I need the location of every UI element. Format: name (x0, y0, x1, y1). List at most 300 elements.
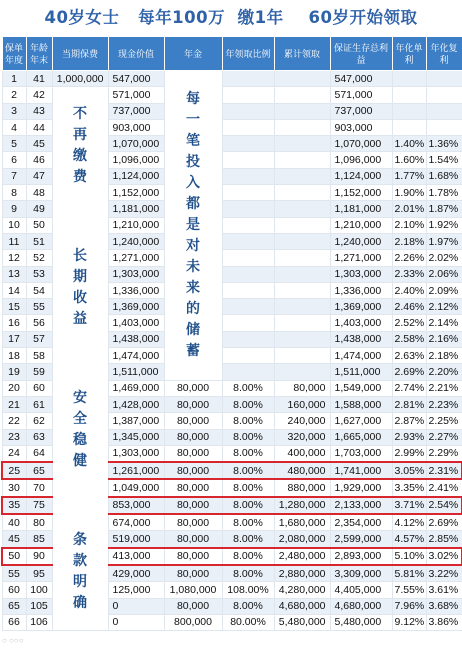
annuity-cell: 1,080,000 (164, 582, 222, 598)
cumulative-payout-cell (274, 233, 330, 249)
simple-rate-cell: 2.10% (392, 217, 426, 233)
compound-rate-cell (426, 87, 462, 103)
payout-ratio-cell (222, 71, 274, 87)
compound-rate-cell: 1.97% (426, 233, 462, 249)
simple-rate-cell: 4.57% (392, 531, 426, 548)
simple-rate-cell: 2.40% (392, 282, 426, 298)
annuity-cell: 80,000 (164, 598, 222, 614)
simple-rate-cell: 2.74% (392, 380, 426, 396)
guaranteed-total-cell: 1,627,000 (330, 413, 392, 429)
premium-cell: 1,000,000 (52, 71, 108, 87)
cumulative-payout-cell: 5,480,000 (274, 614, 330, 630)
cash-value-cell: 674,000 (108, 514, 164, 531)
simple-rate-cell: 2.18% (392, 233, 426, 249)
policy-year-cell: 21 (2, 396, 26, 412)
payout-ratio-cell: 8.00% (222, 497, 274, 514)
guaranteed-total-cell: 2,133,000 (330, 497, 392, 514)
compound-rate-cell: 2.12% (426, 299, 462, 315)
simple-rate-cell: 5.81% (392, 565, 426, 582)
cash-value-cell: 1,511,000 (108, 364, 164, 380)
annuity-cell: 80,000 (164, 565, 222, 582)
simple-rate-cell: 2.46% (392, 299, 426, 315)
guaranteed-total-cell: 1,511,000 (330, 364, 392, 380)
compound-rate-cell (426, 119, 462, 135)
payout-ratio-cell: 8.00% (222, 565, 274, 582)
simple-rate-cell: 7.96% (392, 598, 426, 614)
age-cell: 95 (26, 565, 52, 582)
guaranteed-total-cell: 1,665,000 (330, 429, 392, 445)
payout-ratio-cell (222, 299, 274, 315)
simple-rate-cell: 9.12% (392, 614, 426, 630)
guaranteed-total-cell: 1,403,000 (330, 315, 392, 331)
guaranteed-total-cell: 1,474,000 (330, 348, 392, 364)
cash-value-cell: 1,096,000 (108, 152, 164, 168)
cumulative-payout-cell: 320,000 (274, 429, 330, 445)
payout-ratio-cell: 8.00% (222, 445, 274, 462)
simple-rate-cell (392, 103, 426, 119)
payout-ratio-cell: 8.00% (222, 531, 274, 548)
cash-value-cell: 903,000 (108, 119, 164, 135)
header-compound-rate: 年化复利 (426, 37, 462, 71)
simple-rate-cell: 2.69% (392, 364, 426, 380)
annuity-cell: 800,000 (164, 614, 222, 630)
guaranteed-total-cell: 903,000 (330, 119, 392, 135)
header-annuity: 年金 (164, 37, 222, 71)
cash-value-cell: 1,303,000 (108, 266, 164, 282)
simple-rate-cell: 2.58% (392, 331, 426, 347)
cash-value-cell: 1,387,000 (108, 413, 164, 429)
annotation-every-premium-is-savings-text: 每一笔投入都是对未来的储蓄 (186, 90, 200, 359)
age-cell: 58 (26, 348, 52, 364)
age-cell: 47 (26, 168, 52, 184)
payout-ratio-cell (222, 201, 274, 217)
simple-rate-cell (392, 87, 426, 103)
compound-rate-cell: 2.18% (426, 348, 462, 364)
cash-value-cell: 0 (108, 598, 164, 614)
cash-value-cell: 125,000 (108, 582, 164, 598)
payout-ratio-cell (222, 250, 274, 266)
payout-ratio-cell (222, 168, 274, 184)
payout-ratio-cell (222, 87, 274, 103)
simple-rate-cell (392, 119, 426, 135)
cumulative-payout-cell (274, 217, 330, 233)
policy-year-cell: 35 (2, 497, 26, 514)
payout-ratio-cell: 8.00% (222, 413, 274, 429)
cash-value-cell: 519,000 (108, 531, 164, 548)
cash-value-cell: 429,000 (108, 565, 164, 582)
table-row (2, 71, 462, 87)
annuity-cell: 80,000 (164, 548, 222, 565)
simple-rate-cell: 4.12% (392, 514, 426, 531)
guaranteed-total-cell: 1,549,000 (330, 380, 392, 396)
payout-ratio-cell: 8.00% (222, 462, 274, 479)
compound-rate-cell: 1.54% (426, 152, 462, 168)
cash-value-cell: 853,000 (108, 497, 164, 514)
cumulative-payout-cell: 160,000 (274, 396, 330, 412)
compound-rate-cell: 2.09% (426, 282, 462, 298)
cash-value-cell: 1,261,000 (108, 462, 164, 479)
compound-rate-cell: 3.61% (426, 582, 462, 598)
policy-year-cell: 40 (2, 514, 26, 531)
compound-rate-cell: 2.23% (426, 396, 462, 412)
policy-year-cell: 30 (2, 479, 26, 496)
annuity-cell: 80,000 (164, 396, 222, 412)
header-row (2, 37, 462, 71)
age-cell: 41 (26, 71, 52, 87)
policy-year-cell: 13 (2, 266, 26, 282)
payout-ratio-cell: 8.00% (222, 514, 274, 531)
payout-ratio-cell: 8.00% (222, 396, 274, 412)
payout-ratio-cell (222, 152, 274, 168)
guaranteed-total-cell: 1,124,000 (330, 168, 392, 184)
age-cell: 42 (26, 87, 52, 103)
guaranteed-total-cell: 1,369,000 (330, 299, 392, 315)
cumulative-payout-cell: 880,000 (274, 479, 330, 496)
compound-rate-cell: 1.87% (426, 201, 462, 217)
policy-year-cell: 22 (2, 413, 26, 429)
policy-year-cell: 19 (2, 364, 26, 380)
cumulative-payout-cell (274, 250, 330, 266)
policy-year-cell: 60 (2, 582, 26, 598)
age-cell: 60 (26, 380, 52, 396)
annotation-no-further-premium (52, 87, 108, 631)
policy-year-cell: 66 (2, 614, 26, 630)
payout-ratio-cell (222, 185, 274, 201)
compound-rate-cell: 2.69% (426, 514, 462, 531)
compound-rate-cell: 2.25% (426, 413, 462, 429)
age-cell: 85 (26, 531, 52, 548)
payout-ratio-cell (222, 136, 274, 152)
cumulative-payout-cell (274, 87, 330, 103)
guaranteed-total-cell: 2,599,000 (330, 531, 392, 548)
guaranteed-total-cell: 1,703,000 (330, 445, 392, 462)
annotation-every-premium-is-savings (164, 71, 222, 381)
compound-rate-cell: 2.14% (426, 315, 462, 331)
payout-ratio-cell (222, 119, 274, 135)
cash-value-cell: 1,240,000 (108, 233, 164, 249)
age-cell: 44 (26, 119, 52, 135)
cumulative-payout-cell: 2,880,000 (274, 565, 330, 582)
policy-year-cell: 3 (2, 103, 26, 119)
policy-year-cell: 45 (2, 531, 26, 548)
age-cell: 90 (26, 548, 52, 565)
cumulative-payout-cell: 4,680,000 (274, 598, 330, 614)
payout-ratio-cell (222, 348, 274, 364)
simple-rate-cell: 1.90% (392, 185, 426, 201)
annuity-cell: 80,000 (164, 497, 222, 514)
guaranteed-total-cell: 1,240,000 (330, 233, 392, 249)
policy-year-cell: 7 (2, 168, 26, 184)
guaranteed-total-cell: 1,096,000 (330, 152, 392, 168)
age-cell: 100 (26, 582, 52, 598)
cumulative-payout-cell (274, 136, 330, 152)
policy-year-cell: 18 (2, 348, 26, 364)
age-cell: 43 (26, 103, 52, 119)
header-premium: 当期保费 (52, 37, 108, 71)
simple-rate-cell: 2.93% (392, 429, 426, 445)
age-cell: 70 (26, 479, 52, 496)
cash-value-cell: 1,181,000 (108, 201, 164, 217)
annuity-cell: 80,000 (164, 531, 222, 548)
age-cell: 61 (26, 396, 52, 412)
age-cell: 59 (26, 364, 52, 380)
payout-ratio-cell: 8.00% (222, 429, 274, 445)
guaranteed-total-cell: 571,000 (330, 87, 392, 103)
simple-rate-cell: 2.81% (392, 396, 426, 412)
age-cell: 56 (26, 315, 52, 331)
age-cell: 48 (26, 185, 52, 201)
cash-value-cell: 0 (108, 614, 164, 630)
simple-rate-cell: 7.55% (392, 582, 426, 598)
policy-year-cell: 15 (2, 299, 26, 315)
guaranteed-total-cell: 1,210,000 (330, 217, 392, 233)
compound-rate-cell: 2.27% (426, 429, 462, 445)
header-guaranteed-total: 保证生存总利益 (330, 37, 392, 71)
compound-rate-cell: 2.29% (426, 445, 462, 462)
payout-ratio-cell (222, 331, 274, 347)
guaranteed-total-cell: 2,893,000 (330, 548, 392, 565)
page-title: 40岁女士 每年100万 缴1年 60岁开始领取 (44, 8, 418, 27)
age-cell: 50 (26, 217, 52, 233)
guaranteed-total-cell: 1,929,000 (330, 479, 392, 496)
cash-value-cell: 1,428,000 (108, 396, 164, 412)
cash-value-cell: 1,210,000 (108, 217, 164, 233)
compound-rate-cell: 2.54% (426, 497, 462, 514)
compound-rate-cell: 2.02% (426, 250, 462, 266)
header-cumulative-payout: 累计领取 (274, 37, 330, 71)
policy-year-cell: 6 (2, 152, 26, 168)
simple-rate-cell: 1.77% (392, 168, 426, 184)
policy-year-cell: 17 (2, 331, 26, 347)
compound-rate-cell: 1.36% (426, 136, 462, 152)
age-cell: 65 (26, 462, 52, 479)
simple-rate-cell: 2.33% (392, 266, 426, 282)
cash-value-cell: 737,000 (108, 103, 164, 119)
payout-ratio-cell (222, 266, 274, 282)
guaranteed-total-cell: 1,438,000 (330, 331, 392, 347)
cumulative-payout-cell (274, 282, 330, 298)
cumulative-payout-cell (274, 315, 330, 331)
policy-year-cell: 2 (2, 87, 26, 103)
policy-year-cell: 25 (2, 462, 26, 479)
payout-ratio-cell (222, 364, 274, 380)
cash-value-cell: 1,336,000 (108, 282, 164, 298)
age-cell: 80 (26, 514, 52, 531)
compound-rate-cell: 3.68% (426, 598, 462, 614)
guaranteed-total-cell: 1,588,000 (330, 396, 392, 412)
compound-rate-cell: 2.06% (426, 266, 462, 282)
payout-ratio-cell (222, 315, 274, 331)
policy-year-cell: 1 (2, 71, 26, 87)
cumulative-payout-cell (274, 119, 330, 135)
compound-rate-cell: 2.21% (426, 380, 462, 396)
cumulative-payout-cell: 2,080,000 (274, 531, 330, 548)
guaranteed-total-cell: 547,000 (330, 71, 392, 87)
cash-value-cell: 1,303,000 (108, 445, 164, 462)
compound-rate-cell: 1.78% (426, 185, 462, 201)
table-row (2, 87, 462, 103)
guaranteed-total-cell: 4,405,000 (330, 582, 392, 598)
compound-rate-cell: 3.22% (426, 565, 462, 582)
cash-value-cell: 1,152,000 (108, 185, 164, 201)
policy-year-cell: 65 (2, 598, 26, 614)
guaranteed-total-cell: 1,336,000 (330, 282, 392, 298)
cumulative-payout-cell (274, 185, 330, 201)
policy-year-cell: 4 (2, 119, 26, 135)
simple-rate-cell: 2.63% (392, 348, 426, 364)
age-cell: 75 (26, 497, 52, 514)
compound-rate-cell: 2.20% (426, 364, 462, 380)
simple-rate-cell: 2.01% (392, 201, 426, 217)
cumulative-payout-cell (274, 364, 330, 380)
simple-rate-cell: 2.87% (392, 413, 426, 429)
guaranteed-total-cell: 3,309,000 (330, 565, 392, 582)
cumulative-payout-cell (274, 299, 330, 315)
policy-year-cell: 23 (2, 429, 26, 445)
compound-rate-cell: 3.86% (426, 614, 462, 630)
cumulative-payout-cell: 2,480,000 (274, 548, 330, 565)
age-cell: 54 (26, 282, 52, 298)
age-cell: 57 (26, 331, 52, 347)
policy-year-cell: 5 (2, 136, 26, 152)
simple-rate-cell: 3.05% (392, 462, 426, 479)
payout-ratio-cell (222, 233, 274, 249)
simple-rate-cell: 1.60% (392, 152, 426, 168)
cash-value-cell: 571,000 (108, 87, 164, 103)
compound-rate-cell: 3.02% (426, 548, 462, 565)
age-cell: 51 (26, 233, 52, 249)
illustration-table (1, 36, 462, 631)
policy-year-cell: 8 (2, 185, 26, 201)
guaranteed-total-cell: 1,303,000 (330, 266, 392, 282)
guaranteed-total-cell: 2,354,000 (330, 514, 392, 531)
cash-value-cell: 1,403,000 (108, 315, 164, 331)
policy-year-cell: 9 (2, 201, 26, 217)
simple-rate-cell: 2.26% (392, 250, 426, 266)
cash-value-cell: 1,438,000 (108, 331, 164, 347)
simple-rate-cell: 2.52% (392, 315, 426, 331)
payout-ratio-cell: 108.00% (222, 582, 274, 598)
cash-value-cell: 1,369,000 (108, 299, 164, 315)
guaranteed-total-cell: 1,271,000 (330, 250, 392, 266)
age-cell: 49 (26, 201, 52, 217)
payout-ratio-cell: 8.00% (222, 479, 274, 496)
compound-rate-cell: 1.68% (426, 168, 462, 184)
compound-rate-cell: 2.31% (426, 462, 462, 479)
age-cell: 62 (26, 413, 52, 429)
compound-rate-cell (426, 71, 462, 87)
policy-year-cell: 24 (2, 445, 26, 462)
cumulative-payout-cell: 480,000 (274, 462, 330, 479)
policy-year-cell: 11 (2, 233, 26, 249)
policy-year-cell: 20 (2, 380, 26, 396)
cumulative-payout-cell (274, 103, 330, 119)
simple-rate-cell (392, 71, 426, 87)
cash-value-cell: 1,469,000 (108, 380, 164, 396)
cumulative-payout-cell: 240,000 (274, 413, 330, 429)
cash-value-cell: 1,049,000 (108, 479, 164, 496)
cash-value-cell: 547,000 (108, 71, 164, 87)
policy-year-cell: 16 (2, 315, 26, 331)
cumulative-payout-cell (274, 266, 330, 282)
cash-value-cell: 1,271,000 (108, 250, 164, 266)
payout-ratio-cell: 80.00% (222, 614, 274, 630)
guaranteed-total-cell: 737,000 (330, 103, 392, 119)
simple-rate-cell: 3.35% (392, 479, 426, 496)
policy-year-cell: 50 (2, 548, 26, 565)
compound-rate-cell (426, 103, 462, 119)
cash-value-cell: 1,124,000 (108, 168, 164, 184)
annuity-cell: 80,000 (164, 429, 222, 445)
header-policy-year: 保单年度 (2, 37, 26, 71)
annuity-cell: 80,000 (164, 380, 222, 396)
payout-ratio-cell (222, 217, 274, 233)
watermark: ○ ○○○ (2, 636, 24, 645)
age-cell: 53 (26, 266, 52, 282)
annuity-cell: 80,000 (164, 479, 222, 496)
guaranteed-total-cell: 1,070,000 (330, 136, 392, 152)
payout-ratio-cell: 8.00% (222, 380, 274, 396)
age-cell: 45 (26, 136, 52, 152)
cumulative-payout-cell: 4,280,000 (274, 582, 330, 598)
cumulative-payout-cell (274, 331, 330, 347)
cumulative-payout-cell (274, 152, 330, 168)
guaranteed-total-cell: 1,152,000 (330, 185, 392, 201)
age-cell: 64 (26, 445, 52, 462)
policy-year-cell: 55 (2, 565, 26, 582)
age-cell: 63 (26, 429, 52, 445)
cash-value-cell: 413,000 (108, 548, 164, 565)
header-cash-value: 现金价值 (108, 37, 164, 71)
annuity-cell: 80,000 (164, 514, 222, 531)
payout-ratio-cell: 8.00% (222, 598, 274, 614)
compound-rate-cell: 2.16% (426, 331, 462, 347)
simple-rate-cell: 5.10% (392, 548, 426, 565)
guaranteed-total-cell: 4,680,000 (330, 598, 392, 614)
cash-value-cell: 1,345,000 (108, 429, 164, 445)
cumulative-payout-cell (274, 201, 330, 217)
age-cell: 106 (26, 614, 52, 630)
guaranteed-total-cell: 1,181,000 (330, 201, 392, 217)
cumulative-payout-cell: 80,000 (274, 380, 330, 396)
payout-ratio-cell (222, 103, 274, 119)
annotation-no-further-premium-text: 不再缴费 长期收益 安全稳健 条款明确 (73, 105, 87, 611)
cumulative-payout-cell (274, 348, 330, 364)
policy-year-cell: 12 (2, 250, 26, 266)
cumulative-payout-cell: 400,000 (274, 445, 330, 462)
compound-rate-cell: 1.92% (426, 217, 462, 233)
header-simple-rate: 年化单利 (392, 37, 426, 71)
annuity-cell: 80,000 (164, 462, 222, 479)
simple-rate-cell: 2.99% (392, 445, 426, 462)
guaranteed-total-cell: 5,480,000 (330, 614, 392, 630)
age-cell: 105 (26, 598, 52, 614)
policy-year-cell: 14 (2, 282, 26, 298)
header-payout-ratio: 年领取比例 (222, 37, 274, 71)
annuity-cell: 80,000 (164, 413, 222, 429)
cumulative-payout-cell (274, 168, 330, 184)
policy-year-cell: 10 (2, 217, 26, 233)
annuity-cell: 80,000 (164, 445, 222, 462)
guaranteed-total-cell: 1,741,000 (330, 462, 392, 479)
compound-rate-cell: 2.41% (426, 479, 462, 496)
compound-rate-cell: 2.85% (426, 531, 462, 548)
age-cell: 46 (26, 152, 52, 168)
age-cell: 52 (26, 250, 52, 266)
age-cell: 55 (26, 299, 52, 315)
simple-rate-cell: 1.40% (392, 136, 426, 152)
payout-ratio-cell (222, 282, 274, 298)
